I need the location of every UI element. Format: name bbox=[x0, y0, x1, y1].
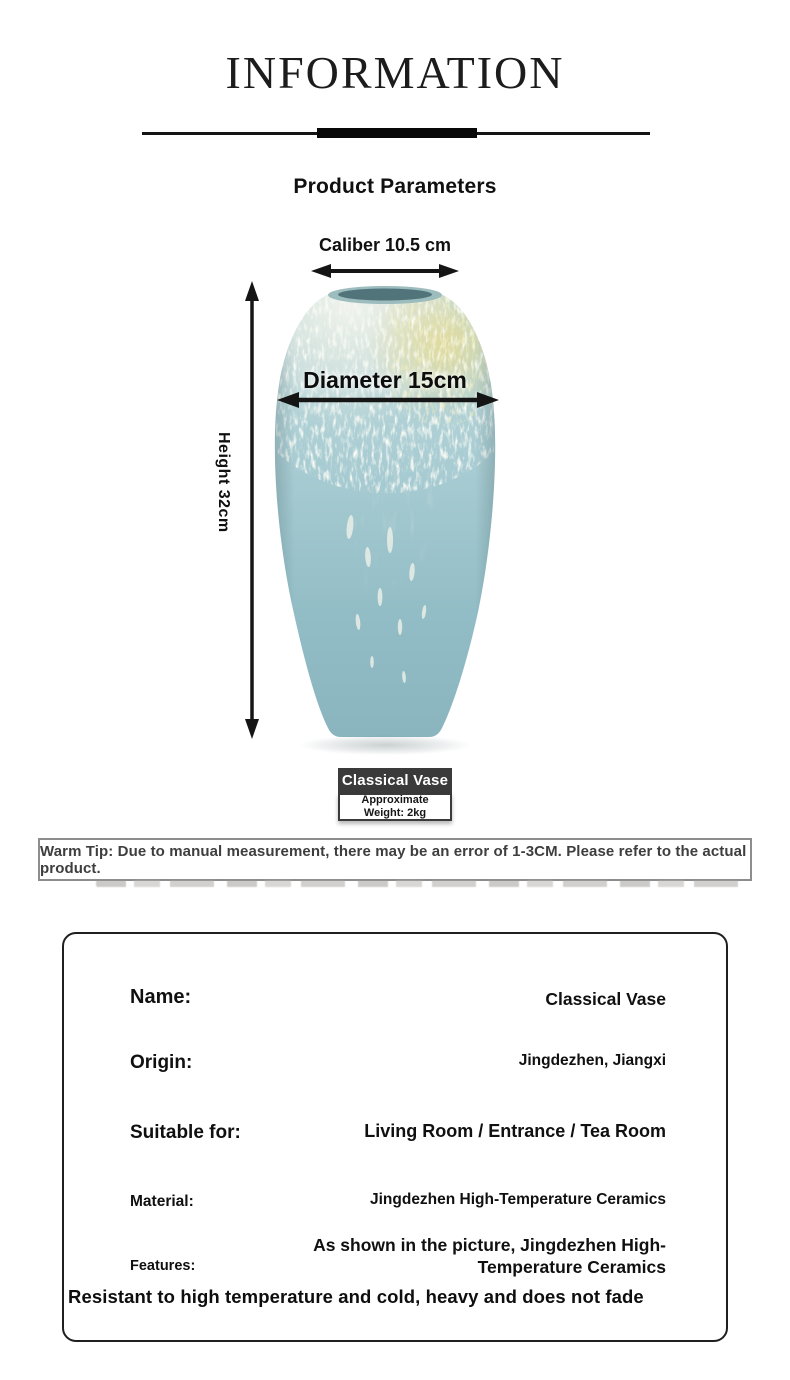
detail-value: Jingdezhen High-Temperature Ceramics bbox=[369, 1191, 666, 1208]
cropped-text-artifact bbox=[96, 880, 748, 887]
detail-label: Suitable for: bbox=[130, 1122, 241, 1143]
detail-label: Features: bbox=[130, 1258, 196, 1274]
caliber-arrow-icon bbox=[311, 262, 459, 280]
detail-value: Classical Vase bbox=[545, 989, 666, 1009]
section-title: Product Parameters bbox=[293, 175, 497, 198]
weight-box bbox=[338, 793, 452, 821]
warm-tip-box bbox=[38, 838, 752, 881]
weight-line-1: Approximate bbox=[361, 793, 429, 806]
vase-mouth-opening bbox=[338, 289, 432, 301]
detail-value: As shown in the picture, Jingdezhen High-Temperature Ceramics bbox=[313, 1235, 666, 1278]
height-dimension-label: Height 32cm bbox=[215, 432, 232, 533]
diameter-dimension-label: Diameter 15cm bbox=[303, 367, 467, 393]
vase-ground-shadow bbox=[300, 735, 470, 755]
page-title: INFORMATION bbox=[225, 47, 565, 98]
height-arrow-icon bbox=[243, 281, 261, 739]
detail-label: Name: bbox=[130, 986, 192, 1008]
detail-label: Origin: bbox=[130, 1052, 193, 1073]
weight-line-2: Weight: 2kg bbox=[363, 807, 427, 819]
vase-illustration bbox=[272, 282, 498, 738]
detail-value: Jingdezhen, Jiangxi bbox=[518, 1052, 666, 1069]
detail-label: Material: bbox=[130, 1193, 194, 1210]
details-footnote: Resistant to high temperature and cold, heavy and does not fade bbox=[68, 1286, 644, 1307]
diameter-arrow-icon bbox=[277, 390, 499, 410]
detail-value: Living Room / Entrance / Tea Room bbox=[364, 1121, 666, 1141]
warm-tip-text: Warm Tip: Due to manual measurement, there may be an error of 1-3CM. Please refer to the actual product. bbox=[40, 842, 747, 877]
caliber-dimension-label: Caliber 10.5 cm bbox=[318, 235, 452, 255]
details-card bbox=[62, 932, 728, 1342]
product-name-tag: Classical Vase bbox=[338, 768, 452, 793]
title-divider-accent bbox=[317, 128, 477, 138]
